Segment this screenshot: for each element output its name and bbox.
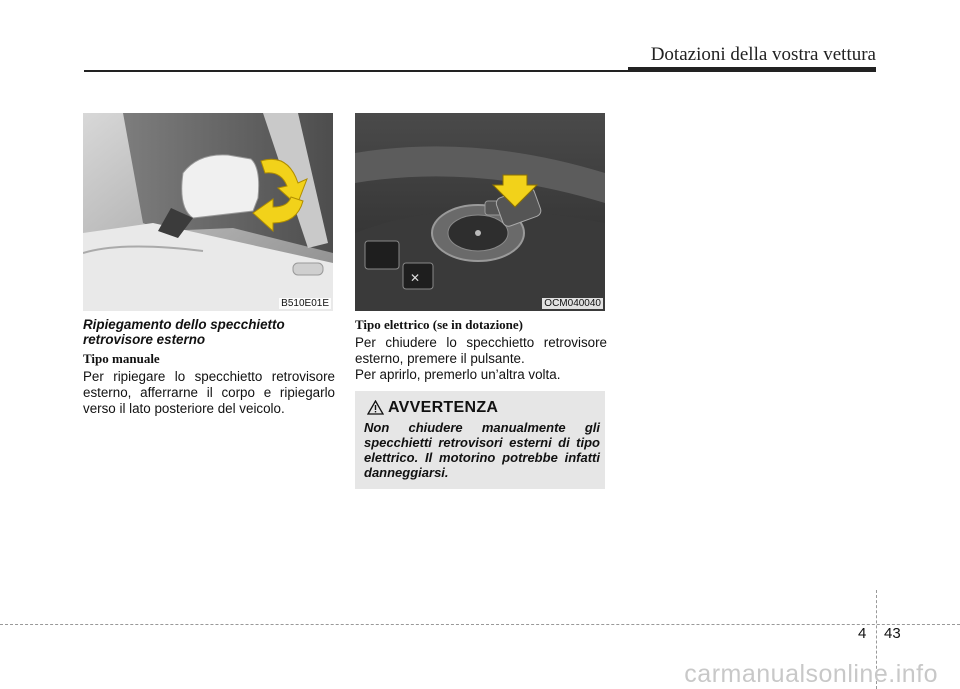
section-electric-folding xyxy=(355,317,607,383)
section-manual-folding xyxy=(83,317,335,417)
switch-illustration xyxy=(355,113,605,311)
page-number: 43 xyxy=(884,625,901,642)
electric-instructions-close: Per chiudere lo specchietto retrovisore esterno, premere il pulsante. xyxy=(355,335,607,366)
chapter-number: 4 xyxy=(858,625,867,642)
subheading-manual: Tipo manuale xyxy=(83,351,160,366)
section-heading: Ripiegamento dello specchietto retrovisore esterno xyxy=(83,317,285,347)
header-title: Dotazioni della vostra vettura xyxy=(650,44,876,65)
subheading-electric: Tipo elettrico (se in dotazione) xyxy=(355,317,524,332)
watermark: carmanualsonline.info xyxy=(684,660,938,688)
figure-code: B510E01E xyxy=(281,298,329,309)
warning-triangle-icon xyxy=(367,400,384,415)
figure-code: OCM040040 xyxy=(544,298,601,309)
header-rule-accent xyxy=(628,67,876,72)
warning-text: Non chiudere manualmente gli specchietti retrovisori esterni di tipo elettrico. Il motorino potrebbe infatti danneggiarsi. xyxy=(364,420,600,480)
electric-instructions-open: Per aprirlo, premerlo un’altra volta. xyxy=(355,367,561,382)
manual-instructions: Per ripiegare lo specchietto retrovisore esterno, afferrarne il corpo e ripiegarlo verso il lato posteriore del veicolo. xyxy=(83,369,335,416)
footer-rule xyxy=(0,624,960,625)
figure-manual-mirror xyxy=(83,113,333,311)
warning-box xyxy=(355,391,605,489)
warning-title: AVVERTENZA xyxy=(388,399,499,416)
figure-electric-mirror-switch xyxy=(355,113,605,311)
mirror-illustration xyxy=(83,113,333,311)
svg-text:✕: ✕ xyxy=(410,271,421,285)
